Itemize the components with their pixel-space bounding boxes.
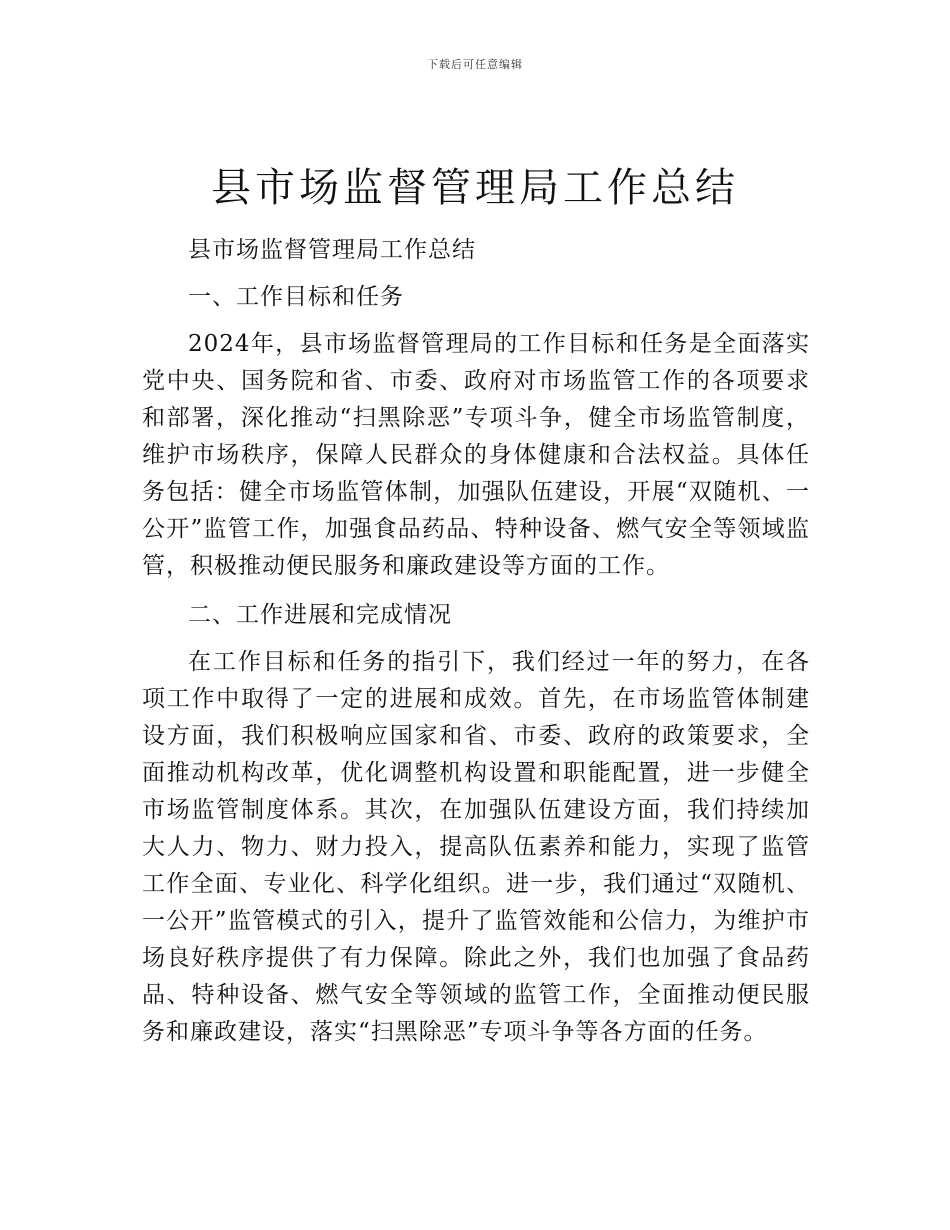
section-heading-2: 二、工作进展和完成情况 xyxy=(188,602,452,628)
body-paragraph-1: 2024年，县市场监督管理局的工作目标和任务是全面落实党中央、国务院和省、市委、政府对市场监管工作的各项要求和部署，深化推动“扫黑除恶”专项斗争，健全市场监管制度，维护市场秩序，保障人民群众的身体健康和合法权益。具体任务包括：健全市场监管体制，加强队伍建设，开展“双随机、一公开”监管工作，加强食品药品、特种设备、燃气安全等领域监管，积极推动便民服务和廉政建设等方面的工作。 xyxy=(142,331,810,579)
document-body xyxy=(142,232,810,1063)
document-title: 县市场监督管理局工作总结 xyxy=(211,165,739,211)
page-header-note: 下载后可任意编辑 xyxy=(427,58,523,71)
body-paragraph-2: 在工作目标和任务的指引下，我们经过一年的努力，在各项工作中取得了一定的进展和成效。首先，在市场监管体制建设方面，我们积极响应国家和省、市委、政府的政策要求，全面推动机构改革，优化调整机构设置和职能配置，进一步健全市场监管制度体系。其次，在加强队伍建设方面，我们持续加大人力、物力、财力投入，提高队伍素养和能力，实现了监管工作全面、专业化、科学化组织。进一步，我们通过“双随机、一公开”监管模式的引入，提升了监管效能和公信力，为维护市场良好秩序提供了有力保障。除此之外，我们也加强了食品药品、特种设备、燃气安全等领域的监管工作，全面推动便民服务和廉政建设，落实“扫黑除恶”专项斗争等各方面的任务。 xyxy=(142,649,810,1045)
section-heading-1: 一、工作目标和任务 xyxy=(188,284,404,310)
subtitle-paragraph: 县市场监督管理局工作总结 xyxy=(188,237,476,263)
